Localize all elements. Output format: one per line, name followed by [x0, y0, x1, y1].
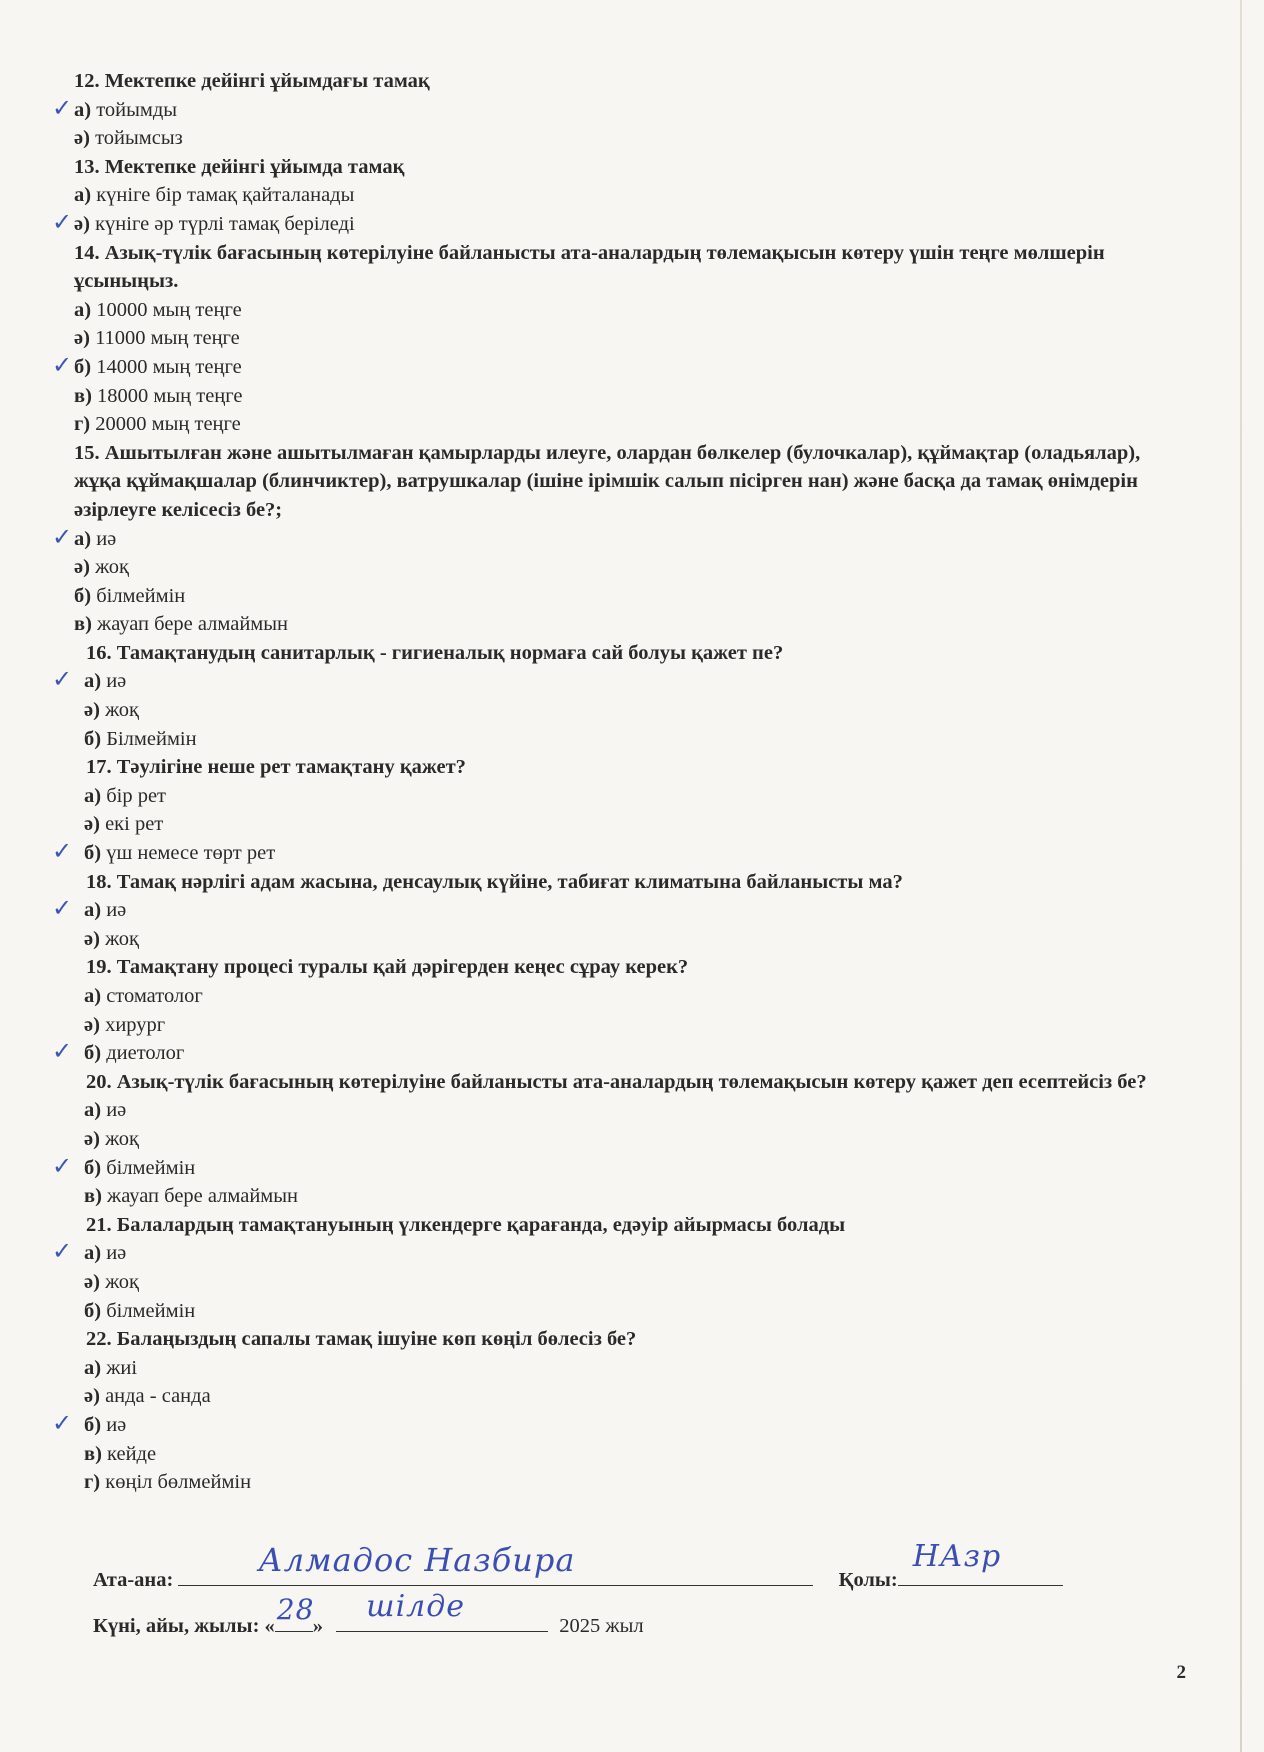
parent-name-handwritten: Алмадос Назбира: [258, 1541, 576, 1579]
option-letter: а): [84, 899, 102, 922]
option-letter: а): [74, 298, 92, 321]
signature-handwritten: НАзр: [912, 1539, 1002, 1574]
option-letter: г): [74, 413, 91, 436]
parent-name-line: [178, 1541, 813, 1586]
month-handwritten: шілде: [366, 1589, 466, 1624]
answer-option: [74, 810, 1184, 839]
option-text: иә: [96, 527, 117, 550]
option-letter: а): [84, 985, 102, 1007]
answer-option: [74, 1440, 1184, 1469]
option-letter: ә): [84, 1013, 100, 1036]
option-text: жауап бере алмаймын: [97, 613, 289, 636]
option-text: білмеймін: [96, 584, 186, 607]
option-text: 18000 мың теңге: [97, 384, 243, 407]
answer-option: [74, 1354, 1184, 1383]
option-letter: ә): [84, 927, 100, 950]
check-mark-icon: ✓: [52, 1408, 73, 1437]
option-letter: б): [84, 1299, 102, 1322]
answer-option: [74, 725, 1184, 754]
option-letter: г): [84, 1471, 101, 1494]
option-letter: а): [74, 527, 92, 550]
option-letter: ә): [74, 127, 90, 150]
check-mark-icon: ✓: [52, 1151, 73, 1180]
option-letter: а): [84, 1356, 102, 1379]
option-text: иә: [106, 899, 127, 922]
option-letter: в): [84, 1442, 102, 1465]
answer-option: [52, 93, 1184, 125]
check-mark-icon: ✓: [52, 1037, 73, 1066]
answer-option: [52, 894, 1184, 925]
question-heading: 21. Балалардың тамақтануының үлкендерге қарағанда, едәуір айырмасы болады: [86, 1213, 846, 1236]
question-heading: 12. Мектепке дейінгі ұйымдағы тамақ: [74, 70, 430, 92]
question-heading: 18. Тамақ нәрлігі адам жасына, денсаулық күйіне, табиғат климатына байланысты ма?: [86, 870, 903, 893]
answer-option: [74, 553, 1184, 582]
check-mark-icon: ✓: [52, 894, 73, 923]
page-number: 2: [1176, 1662, 1186, 1683]
option-text: жоқ: [105, 1127, 139, 1150]
answer-option: [52, 1408, 1184, 1440]
check-mark-icon: ✓: [52, 837, 73, 866]
option-letter: ә): [74, 327, 90, 350]
answer-option: [74, 181, 1184, 210]
option-text: диетолог: [106, 1042, 185, 1065]
option-text: тойымсыз: [95, 127, 183, 150]
option-letter: б): [74, 355, 92, 378]
option-text: жоқ: [105, 927, 139, 950]
option-text: үш немесе төрт рет: [106, 842, 276, 865]
answer-option: [74, 1096, 1184, 1125]
check-mark-icon: ✓: [52, 93, 73, 122]
answer-option: [74, 1382, 1184, 1411]
answer-option: [74, 1468, 1184, 1497]
option-text: жоқ: [105, 1270, 139, 1293]
option-letter: б): [84, 1042, 102, 1065]
answer-option: [52, 522, 1184, 554]
option-letter: а): [84, 1099, 102, 1122]
option-text: хирург: [105, 1013, 166, 1036]
answer-option: [74, 1268, 1184, 1297]
month-line: [336, 1589, 548, 1632]
answer-option: [74, 410, 1184, 439]
option-letter: ә): [84, 699, 100, 722]
answer-option: [74, 1125, 1184, 1154]
answer-option: [74, 696, 1184, 725]
date-line: [93, 1589, 644, 1638]
date-close: »: [312, 1615, 324, 1637]
option-text: 20000 мың теңге: [95, 413, 241, 436]
sign-line: [898, 1539, 1063, 1586]
answer-option: [74, 610, 1184, 639]
option-text: жауап бере алмаймын: [107, 1185, 299, 1208]
answer-option: [52, 1237, 1184, 1268]
year-text: 2025 жыл: [559, 1615, 644, 1637]
option-letter: б): [84, 842, 102, 865]
option-text: иә: [106, 670, 127, 693]
question-heading: 14. Азық-түлік бағасының көтерілуіне байланысты ата-аналардың төлемақысын көтеру үшін теңге мөлшерін ұсыныңыз.: [74, 241, 1105, 293]
sign-label: Қолы:: [838, 1569, 898, 1591]
option-letter: в): [74, 613, 92, 636]
answer-option: [74, 1182, 1184, 1211]
answer-option: [74, 324, 1184, 353]
option-text: стоматолог: [106, 985, 203, 1007]
check-mark-icon: ✓: [52, 1237, 73, 1266]
option-text: 10000 мың теңге: [96, 298, 242, 321]
answer-option: [52, 665, 1184, 696]
option-text: 14000 мың теңге: [96, 355, 242, 378]
option-text: иә: [106, 1099, 127, 1122]
option-letter: б): [84, 1156, 102, 1179]
answer-option: [74, 582, 1184, 611]
option-text: анда - санда: [105, 1385, 211, 1408]
parent-label: Ата-ана:: [93, 1569, 174, 1591]
question-heading: 19. Тамақтану процесі туралы қай дәрігерден кеңес сұрау керек?: [86, 956, 689, 979]
option-text: 11000 мың теңге: [95, 327, 240, 350]
option-letter: а): [84, 670, 102, 693]
option-letter: ә): [74, 556, 90, 579]
question-heading: 16. Тамақтанудың санитарлық - гигиеналық нормаға сай болуы қажет пе?: [86, 641, 784, 664]
question-heading: 20. Азық-түлік бағасының көтерілуіне байланысты ата-аналардың төлемақысын көтеру қажет деп есептейсіз бе?: [86, 1070, 1147, 1093]
answer-option: [52, 207, 1184, 239]
answer-option: [74, 982, 1184, 1011]
option-text: жоқ: [95, 556, 129, 579]
option-text: кейде: [107, 1442, 157, 1465]
option-letter: ә): [84, 1270, 100, 1293]
option-text: екі рет: [105, 813, 164, 836]
option-letter: ә): [84, 1385, 100, 1408]
answer-option: [52, 837, 1184, 868]
answer-option: [74, 296, 1184, 325]
answer-option: [74, 925, 1184, 954]
option-letter: а): [74, 184, 92, 207]
option-letter: ә): [74, 212, 90, 235]
question-heading: 13. Мектепке дейінгі ұйымда тамақ: [74, 155, 405, 178]
option-letter: б): [84, 1413, 102, 1436]
option-letter: ә): [84, 1127, 100, 1150]
option-letter: в): [84, 1185, 102, 1208]
check-mark-icon: ✓: [52, 522, 73, 551]
answer-option: [74, 1297, 1184, 1326]
option-text: жиі: [106, 1356, 138, 1379]
day-handwritten: 28: [276, 1593, 315, 1626]
answer-option: [52, 350, 1184, 382]
option-letter: а): [84, 784, 102, 807]
option-text: бір рет: [106, 784, 167, 807]
answer-option: [74, 124, 1184, 153]
option-letter: а): [84, 1242, 102, 1265]
check-mark-icon: ✓: [52, 207, 73, 236]
question-heading: 17. Тәулігіне неше рет тамақтану қажет?: [86, 756, 466, 779]
option-letter: б): [84, 727, 102, 750]
answer-option: [74, 1011, 1184, 1040]
option-text: иә: [106, 1242, 127, 1265]
questionnaire: [52, 67, 1184, 1497]
answer-option: [52, 1151, 1184, 1183]
option-letter: б): [74, 584, 92, 607]
option-text: көңіл бөлмеймін: [105, 1471, 252, 1494]
day-line: [275, 1593, 315, 1632]
answer-option: [74, 382, 1184, 411]
answer-option: [52, 1037, 1184, 1068]
date-label: Күні, айы, жылы: «: [93, 1615, 275, 1637]
option-text: білмеймін: [106, 1299, 196, 1322]
check-mark-icon: ✓: [52, 350, 73, 379]
check-mark-icon: ✓: [52, 665, 73, 694]
option-letter: ә): [84, 813, 100, 836]
option-text: иә: [106, 1413, 127, 1436]
question-heading: 15. Ашытылған және ашытылмаған қамырларды илеуге, олардан бөлкелер (булочкалар), құймақтар (оладьялар), жұқа құймақшалар (блинчиктер), ватрушкалар (ішіне ірімшік салып пісірген нан) және басқа да тамақ өнімдерін әзірлеуге келісесіз бе?;: [74, 441, 1141, 521]
answer-option: [74, 782, 1184, 811]
option-text: Білмеймін: [106, 727, 197, 750]
option-text: білмеймін: [106, 1156, 196, 1179]
option-text: күніге әр түрлі тамақ беріледі: [95, 212, 355, 235]
option-letter: а): [74, 98, 92, 121]
option-letter: в): [74, 384, 92, 407]
option-text: күніге бір тамақ қайталанады: [96, 184, 355, 207]
option-text: тойымды: [96, 98, 178, 121]
page-edge: [1240, 0, 1242, 1752]
question-heading: 22. Балаңыздың сапалы тамақ ішуіне көп көңіл бөлесіз бе?: [86, 1328, 637, 1351]
option-text: жоқ: [105, 699, 139, 722]
parent-signature-line: [93, 1539, 1063, 1592]
